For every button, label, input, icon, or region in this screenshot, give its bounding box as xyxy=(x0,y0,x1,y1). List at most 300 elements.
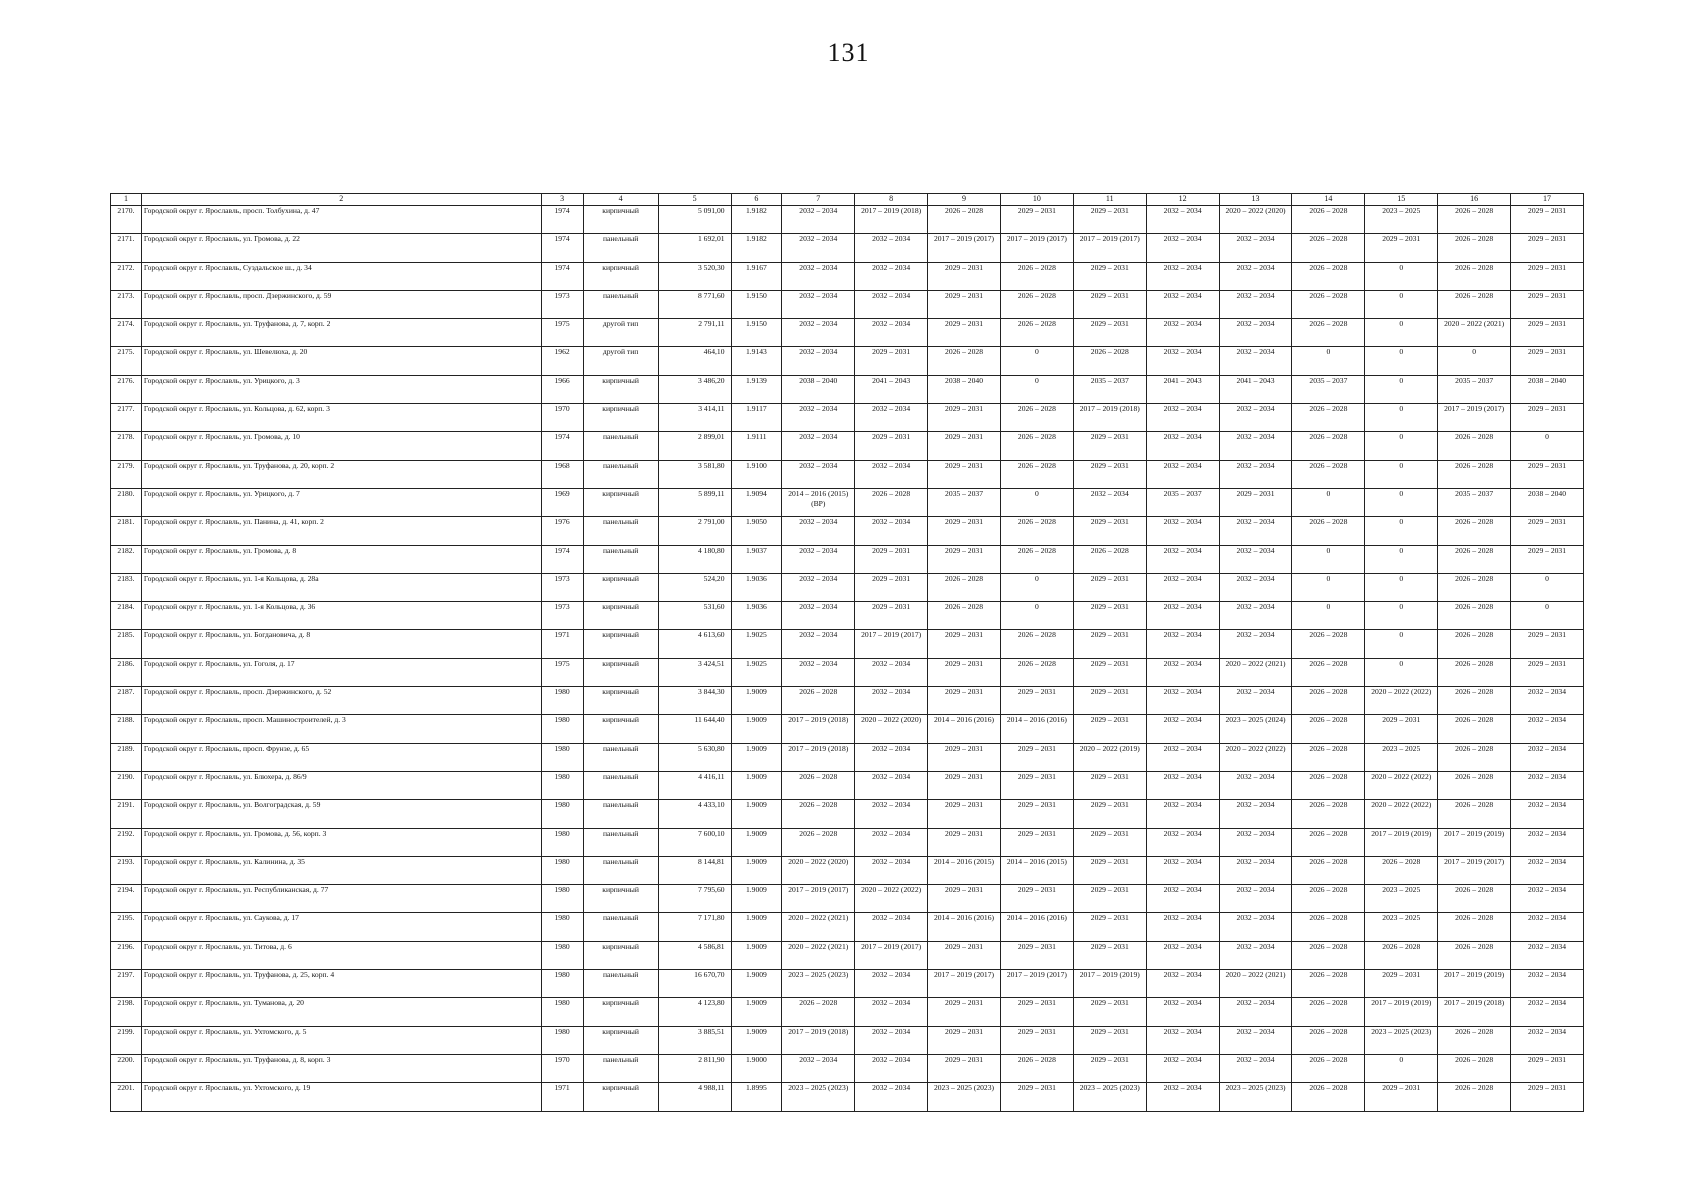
cell-col-10: 0 xyxy=(1000,602,1073,630)
cell-col-15: 2023 – 2025 xyxy=(1365,206,1438,234)
table-row xyxy=(111,347,1584,375)
cell-col-13: 2032 – 2034 xyxy=(1219,234,1292,262)
cell-col-11: 2029 – 2031 xyxy=(1073,460,1146,488)
cell-col-16: 2026 – 2028 xyxy=(1438,1083,1511,1111)
column-number-row xyxy=(111,194,1584,206)
cell-col-11: 2029 – 2031 xyxy=(1073,262,1146,290)
cell-col-5: 3 520,30 xyxy=(658,262,731,290)
cell-col-14: 2026 – 2028 xyxy=(1292,856,1365,884)
column-header-13: 13 xyxy=(1219,194,1292,206)
cell-col-13: 2029 – 2031 xyxy=(1219,488,1292,516)
cell-col-10: 2029 – 2031 xyxy=(1000,800,1073,828)
cell-col-12: 2032 – 2034 xyxy=(1146,517,1219,545)
table-row xyxy=(111,319,1584,347)
cell-col-7: 2032 – 2034 xyxy=(782,602,855,630)
cell-col-12: 2032 – 2034 xyxy=(1146,1054,1219,1082)
cell-col-8: 2032 – 2034 xyxy=(855,319,928,347)
cell-col-7: 2032 – 2034 xyxy=(782,262,855,290)
cell-col-3: 1974 xyxy=(541,262,583,290)
cell-col-16: 2026 – 2028 xyxy=(1438,573,1511,601)
cell-col-5: 5 899,11 xyxy=(658,488,731,516)
cell-col-10: 0 xyxy=(1000,573,1073,601)
cell-col-1: 2173. xyxy=(111,290,142,318)
table-row xyxy=(111,1083,1584,1111)
cell-col-2: Городской округ г. Ярославль, ул. Громова, д. 22 xyxy=(141,234,541,262)
cell-col-13: 2032 – 2034 xyxy=(1219,545,1292,573)
cell-col-13: 2032 – 2034 xyxy=(1219,262,1292,290)
cell-col-4: панельный xyxy=(583,290,658,318)
cell-col-6: 1.9009 xyxy=(731,970,782,998)
cell-col-2: Городской округ г. Ярославль, ул. Громова, д. 8 xyxy=(141,545,541,573)
cell-col-5: 4 123,80 xyxy=(658,998,731,1026)
cell-col-14: 2026 – 2028 xyxy=(1292,319,1365,347)
cell-col-9: 2029 – 2031 xyxy=(928,262,1001,290)
cell-col-10: 0 xyxy=(1000,347,1073,375)
cell-col-1: 2182. xyxy=(111,545,142,573)
cell-col-1: 2176. xyxy=(111,375,142,403)
table-row xyxy=(111,715,1584,743)
cell-col-9: 2014 – 2016 (2015) xyxy=(928,856,1001,884)
cell-col-15: 2020 – 2022 (2022) xyxy=(1365,771,1438,799)
table-row xyxy=(111,517,1584,545)
cell-col-5: 531,60 xyxy=(658,602,731,630)
cell-col-3: 1980 xyxy=(541,885,583,913)
cell-col-17: 0 xyxy=(1511,573,1584,601)
cell-col-16: 2017 – 2019 (2018) xyxy=(1438,998,1511,1026)
cell-col-6: 1.9025 xyxy=(731,658,782,686)
cell-col-8: 2032 – 2034 xyxy=(855,800,928,828)
cell-col-2: Городской округ г. Ярославль, ул. Громова, д. 10 xyxy=(141,432,541,460)
cell-col-13: 2032 – 2034 xyxy=(1219,347,1292,375)
cell-col-16: 2035 – 2037 xyxy=(1438,488,1511,516)
table-row xyxy=(111,828,1584,856)
cell-col-13: 2032 – 2034 xyxy=(1219,630,1292,658)
cell-col-12: 2032 – 2034 xyxy=(1146,771,1219,799)
cell-col-6: 1.9009 xyxy=(731,998,782,1026)
cell-col-6: 1.9150 xyxy=(731,319,782,347)
cell-col-13: 2023 – 2025 (2023) xyxy=(1219,1083,1292,1111)
cell-col-16: 2026 – 2028 xyxy=(1438,941,1511,969)
cell-col-17: 2029 – 2031 xyxy=(1511,290,1584,318)
cell-col-17: 2038 – 2040 xyxy=(1511,375,1584,403)
cell-col-17: 2032 – 2034 xyxy=(1511,856,1584,884)
cell-col-15: 0 xyxy=(1365,602,1438,630)
cell-col-5: 7 795,60 xyxy=(658,885,731,913)
column-header-4: 4 xyxy=(583,194,658,206)
cell-col-15: 0 xyxy=(1365,488,1438,516)
cell-col-13: 2032 – 2034 xyxy=(1219,432,1292,460)
cell-col-7: 2026 – 2028 xyxy=(782,998,855,1026)
cell-col-17: 2029 – 2031 xyxy=(1511,460,1584,488)
table-row xyxy=(111,375,1584,403)
cell-col-2: Городской округ г. Ярославль, ул. Панина, д. 41, корп. 2 xyxy=(141,517,541,545)
cell-col-7: 2023 – 2025 (2023) xyxy=(782,970,855,998)
cell-col-14: 0 xyxy=(1292,602,1365,630)
cell-col-14: 0 xyxy=(1292,573,1365,601)
cell-col-15: 0 xyxy=(1365,262,1438,290)
cell-col-7: 2032 – 2034 xyxy=(782,1054,855,1082)
cell-col-3: 1980 xyxy=(541,970,583,998)
cell-col-6: 1.9009 xyxy=(731,1026,782,1054)
cell-col-4: другой тип xyxy=(583,319,658,347)
cell-col-13: 2032 – 2034 xyxy=(1219,460,1292,488)
cell-col-8: 2032 – 2034 xyxy=(855,658,928,686)
cell-col-2: Городской округ г. Ярославль, ул. 1-я Кольцова, д. 36 xyxy=(141,602,541,630)
cell-col-3: 1974 xyxy=(541,206,583,234)
cell-col-13: 2032 – 2034 xyxy=(1219,800,1292,828)
cell-col-1: 2188. xyxy=(111,715,142,743)
cell-col-10: 2026 – 2028 xyxy=(1000,319,1073,347)
cell-col-16: 2026 – 2028 xyxy=(1438,913,1511,941)
cell-col-5: 3 414,11 xyxy=(658,404,731,432)
cell-col-13: 2032 – 2034 xyxy=(1219,602,1292,630)
cell-col-3: 1973 xyxy=(541,290,583,318)
column-header-10: 10 xyxy=(1000,194,1073,206)
cell-col-1: 2187. xyxy=(111,687,142,715)
cell-col-8: 2032 – 2034 xyxy=(855,828,928,856)
cell-col-12: 2032 – 2034 xyxy=(1146,998,1219,1026)
cell-col-3: 1968 xyxy=(541,460,583,488)
cell-col-12: 2032 – 2034 xyxy=(1146,602,1219,630)
table-row xyxy=(111,743,1584,771)
cell-col-5: 4 416,11 xyxy=(658,771,731,799)
cell-col-9: 2017 – 2019 (2017) xyxy=(928,970,1001,998)
cell-col-11: 2029 – 2031 xyxy=(1073,828,1146,856)
cell-col-13: 2032 – 2034 xyxy=(1219,290,1292,318)
column-header-9: 9 xyxy=(928,194,1001,206)
cell-col-8: 2032 – 2034 xyxy=(855,856,928,884)
table-row xyxy=(111,290,1584,318)
cell-col-13: 2032 – 2034 xyxy=(1219,913,1292,941)
cell-col-16: 2017 – 2019 (2019) xyxy=(1438,828,1511,856)
cell-col-3: 1974 xyxy=(541,234,583,262)
cell-col-17: 2029 – 2031 xyxy=(1511,1054,1584,1082)
cell-col-7: 2032 – 2034 xyxy=(782,630,855,658)
cell-col-7: 2026 – 2028 xyxy=(782,771,855,799)
cell-col-9: 2014 – 2016 (2016) xyxy=(928,913,1001,941)
column-header-8: 8 xyxy=(855,194,928,206)
cell-col-17: 2029 – 2031 xyxy=(1511,630,1584,658)
cell-col-15: 0 xyxy=(1365,432,1438,460)
cell-col-2: Городской округ г. Ярославль, просп. Дзержинского, д. 52 xyxy=(141,687,541,715)
cell-col-5: 4 586,81 xyxy=(658,941,731,969)
cell-col-2: Городской округ г. Ярославль, ул. Саукова, д. 17 xyxy=(141,913,541,941)
cell-col-11: 2029 – 2031 xyxy=(1073,517,1146,545)
cell-col-7: 2032 – 2034 xyxy=(782,234,855,262)
cell-col-3: 1971 xyxy=(541,1083,583,1111)
cell-col-13: 2020 – 2022 (2022) xyxy=(1219,743,1292,771)
cell-col-16: 2017 – 2019 (2017) xyxy=(1438,856,1511,884)
table-row xyxy=(111,998,1584,1026)
cell-col-12: 2032 – 2034 xyxy=(1146,687,1219,715)
cell-col-10: 2014 – 2016 (2015) xyxy=(1000,856,1073,884)
cell-col-15: 2020 – 2022 (2022) xyxy=(1365,800,1438,828)
cell-col-12: 2032 – 2034 xyxy=(1146,262,1219,290)
cell-col-12: 2032 – 2034 xyxy=(1146,460,1219,488)
cell-col-17: 2032 – 2034 xyxy=(1511,828,1584,856)
cell-col-1: 2181. xyxy=(111,517,142,545)
cell-col-13: 2041 – 2043 xyxy=(1219,375,1292,403)
cell-col-5: 4 180,80 xyxy=(658,545,731,573)
cell-col-3: 1969 xyxy=(541,488,583,516)
cell-col-1: 2194. xyxy=(111,885,142,913)
cell-col-5: 3 486,20 xyxy=(658,375,731,403)
cell-col-6: 1.9009 xyxy=(731,743,782,771)
cell-col-10: 2029 – 2031 xyxy=(1000,998,1073,1026)
table-row xyxy=(111,602,1584,630)
cell-col-10: 2029 – 2031 xyxy=(1000,828,1073,856)
table-row xyxy=(111,573,1584,601)
cell-col-5: 5 091,00 xyxy=(658,206,731,234)
cell-col-1: 2180. xyxy=(111,488,142,516)
cell-col-2: Городской округ г. Ярославль, ул. Громова, д. 56, корп. 3 xyxy=(141,828,541,856)
cell-col-1: 2201. xyxy=(111,1083,142,1111)
table-row xyxy=(111,460,1584,488)
cell-col-5: 524,20 xyxy=(658,573,731,601)
cell-col-11: 2029 – 2031 xyxy=(1073,573,1146,601)
cell-col-15: 0 xyxy=(1365,319,1438,347)
cell-col-13: 2032 – 2034 xyxy=(1219,1026,1292,1054)
cell-col-10: 2029 – 2031 xyxy=(1000,743,1073,771)
cell-col-14: 2026 – 2028 xyxy=(1292,1083,1365,1111)
cell-col-16: 2026 – 2028 xyxy=(1438,460,1511,488)
cell-col-14: 0 xyxy=(1292,488,1365,516)
cell-col-4: панельный xyxy=(583,913,658,941)
cell-col-4: панельный xyxy=(583,771,658,799)
cell-col-8: 2032 – 2034 xyxy=(855,998,928,1026)
cell-col-9: 2029 – 2031 xyxy=(928,771,1001,799)
cell-col-12: 2041 – 2043 xyxy=(1146,375,1219,403)
cell-col-8: 2032 – 2034 xyxy=(855,970,928,998)
cell-col-4: кирпичный xyxy=(583,262,658,290)
cell-col-15: 0 xyxy=(1365,658,1438,686)
cell-col-5: 16 670,70 xyxy=(658,970,731,998)
cell-col-2: Городской округ г. Ярославль, ул. Труфанова, д. 8, корп. 3 xyxy=(141,1054,541,1082)
cell-col-14: 2026 – 2028 xyxy=(1292,885,1365,913)
table-row xyxy=(111,1054,1584,1082)
cell-col-4: кирпичный xyxy=(583,1026,658,1054)
cell-col-8: 2032 – 2034 xyxy=(855,743,928,771)
cell-col-4: кирпичный xyxy=(583,206,658,234)
cell-col-15: 2029 – 2031 xyxy=(1365,970,1438,998)
cell-col-7: 2032 – 2034 xyxy=(782,347,855,375)
cell-col-1: 2172. xyxy=(111,262,142,290)
cell-col-14: 0 xyxy=(1292,545,1365,573)
cell-col-4: кирпичный xyxy=(583,1083,658,1111)
cell-col-6: 1.9139 xyxy=(731,375,782,403)
cell-col-8: 2029 – 2031 xyxy=(855,545,928,573)
cell-col-17: 2029 – 2031 xyxy=(1511,1083,1584,1111)
cell-col-10: 2026 – 2028 xyxy=(1000,658,1073,686)
cell-col-2: Городской округ г. Ярославль, ул. Труфанова, д. 20, корп. 2 xyxy=(141,460,541,488)
cell-col-15: 0 xyxy=(1365,1054,1438,1082)
cell-col-15: 0 xyxy=(1365,404,1438,432)
cell-col-2: Городской округ г. Ярославль, ул. Гоголя, д. 17 xyxy=(141,658,541,686)
cell-col-16: 2017 – 2019 (2019) xyxy=(1438,970,1511,998)
cell-col-10: 0 xyxy=(1000,488,1073,516)
cell-col-6: 1.9009 xyxy=(731,800,782,828)
cell-col-15: 2020 – 2022 (2022) xyxy=(1365,687,1438,715)
cell-col-7: 2026 – 2028 xyxy=(782,800,855,828)
cell-col-7: 2017 – 2019 (2018) xyxy=(782,743,855,771)
cell-col-2: Городской округ г. Ярославль, ул. Республиканская, д. 77 xyxy=(141,885,541,913)
cell-col-17: 2032 – 2034 xyxy=(1511,715,1584,743)
cell-col-8: 2029 – 2031 xyxy=(855,347,928,375)
cell-col-13: 2032 – 2034 xyxy=(1219,856,1292,884)
cell-col-3: 1966 xyxy=(541,375,583,403)
cell-col-8: 2029 – 2031 xyxy=(855,573,928,601)
cell-col-16: 2026 – 2028 xyxy=(1438,658,1511,686)
cell-col-13: 2023 – 2025 (2024) xyxy=(1219,715,1292,743)
cell-col-11: 2029 – 2031 xyxy=(1073,687,1146,715)
cell-col-4: панельный xyxy=(583,856,658,884)
cell-col-9: 2029 – 2031 xyxy=(928,828,1001,856)
cell-col-5: 8 771,60 xyxy=(658,290,731,318)
cell-col-17: 2032 – 2034 xyxy=(1511,941,1584,969)
cell-col-3: 1970 xyxy=(541,1054,583,1082)
cell-col-9: 2029 – 2031 xyxy=(928,1054,1001,1082)
table-row xyxy=(111,658,1584,686)
cell-col-6: 1.9150 xyxy=(731,290,782,318)
table-row xyxy=(111,206,1584,234)
cell-col-15: 0 xyxy=(1365,290,1438,318)
cell-col-10: 2029 – 2031 xyxy=(1000,687,1073,715)
cell-col-3: 1976 xyxy=(541,517,583,545)
cell-col-16: 2026 – 2028 xyxy=(1438,715,1511,743)
cell-col-8: 2032 – 2034 xyxy=(855,687,928,715)
cell-col-4: панельный xyxy=(583,743,658,771)
cell-col-8: 2020 – 2022 (2022) xyxy=(855,885,928,913)
cell-col-15: 0 xyxy=(1365,375,1438,403)
cell-col-9: 2017 – 2019 (2017) xyxy=(928,234,1001,262)
cell-col-5: 11 644,40 xyxy=(658,715,731,743)
cell-col-13: 2032 – 2034 xyxy=(1219,517,1292,545)
cell-col-11: 2023 – 2025 (2023) xyxy=(1073,1083,1146,1111)
cell-col-14: 2026 – 2028 xyxy=(1292,828,1365,856)
cell-col-7: 2023 – 2025 (2023) xyxy=(782,1083,855,1111)
cell-col-4: кирпичный xyxy=(583,885,658,913)
cell-col-11: 2020 – 2022 (2019) xyxy=(1073,743,1146,771)
cell-col-11: 2029 – 2031 xyxy=(1073,1026,1146,1054)
cell-col-2: Городской округ г. Ярославль, просп. Дзержинского, д. 59 xyxy=(141,290,541,318)
cell-col-8: 2032 – 2034 xyxy=(855,771,928,799)
cell-col-8: 2032 – 2034 xyxy=(855,1083,928,1111)
cell-col-1: 2199. xyxy=(111,1026,142,1054)
cell-col-14: 0 xyxy=(1292,347,1365,375)
cell-col-14: 2026 – 2028 xyxy=(1292,913,1365,941)
cell-col-1: 2200. xyxy=(111,1054,142,1082)
cell-col-8: 2032 – 2034 xyxy=(855,517,928,545)
cell-col-3: 1973 xyxy=(541,602,583,630)
cell-col-1: 2171. xyxy=(111,234,142,262)
cell-col-12: 2032 – 2034 xyxy=(1146,941,1219,969)
cell-col-17: 2029 – 2031 xyxy=(1511,404,1584,432)
cell-col-11: 2029 – 2031 xyxy=(1073,715,1146,743)
cell-col-12: 2032 – 2034 xyxy=(1146,970,1219,998)
cell-col-7: 2020 – 2022 (2021) xyxy=(782,941,855,969)
cell-col-7: 2038 – 2040 xyxy=(782,375,855,403)
cell-col-7: 2032 – 2034 xyxy=(782,573,855,601)
cell-col-9: 2026 – 2028 xyxy=(928,206,1001,234)
cell-col-11: 2029 – 2031 xyxy=(1073,885,1146,913)
cell-col-13: 2032 – 2034 xyxy=(1219,998,1292,1026)
cell-col-2: Городской округ г. Ярославль, ул. Урицкого, д. 7 xyxy=(141,488,541,516)
column-header-15: 15 xyxy=(1365,194,1438,206)
cell-col-15: 0 xyxy=(1365,545,1438,573)
cell-col-10: 2017 – 2019 (2017) xyxy=(1000,234,1073,262)
cell-col-16: 2026 – 2028 xyxy=(1438,771,1511,799)
cell-col-16: 2026 – 2028 xyxy=(1438,1026,1511,1054)
cell-col-1: 2197. xyxy=(111,970,142,998)
cell-col-9: 2023 – 2025 (2023) xyxy=(928,1083,1001,1111)
cell-col-2: Городской округ г. Ярославль, ул. Труфанова, д. 7, корп. 2 xyxy=(141,319,541,347)
cell-col-1: 2175. xyxy=(111,347,142,375)
cell-col-6: 1.9050 xyxy=(731,517,782,545)
cell-col-11: 2035 – 2037 xyxy=(1073,375,1146,403)
cell-col-14: 2026 – 2028 xyxy=(1292,715,1365,743)
cell-col-14: 2026 – 2028 xyxy=(1292,206,1365,234)
cell-col-16: 0 xyxy=(1438,347,1511,375)
cell-col-5: 7 600,10 xyxy=(658,828,731,856)
column-header-16: 16 xyxy=(1438,194,1511,206)
cell-col-15: 2029 – 2031 xyxy=(1365,1083,1438,1111)
table-row xyxy=(111,630,1584,658)
cell-col-7: 2017 – 2019 (2017) xyxy=(782,885,855,913)
cell-col-11: 2029 – 2031 xyxy=(1073,319,1146,347)
cell-col-5: 4 433,10 xyxy=(658,800,731,828)
table-row xyxy=(111,913,1584,941)
cell-col-17: 2029 – 2031 xyxy=(1511,234,1584,262)
column-header-17: 17 xyxy=(1511,194,1584,206)
cell-col-15: 0 xyxy=(1365,630,1438,658)
cell-col-9: 2029 – 2031 xyxy=(928,998,1001,1026)
cell-col-6: 1.9037 xyxy=(731,545,782,573)
column-header-3: 3 xyxy=(541,194,583,206)
cell-col-15: 2023 – 2025 xyxy=(1365,743,1438,771)
cell-col-6: 1.8995 xyxy=(731,1083,782,1111)
cell-col-14: 2026 – 2028 xyxy=(1292,234,1365,262)
cell-col-9: 2014 – 2016 (2016) xyxy=(928,715,1001,743)
cell-col-4: кирпичный xyxy=(583,630,658,658)
cell-col-10: 2026 – 2028 xyxy=(1000,432,1073,460)
cell-col-4: кирпичный xyxy=(583,602,658,630)
column-header-7: 7 xyxy=(782,194,855,206)
cell-col-7: 2017 – 2019 (2018) xyxy=(782,715,855,743)
cell-col-6: 1.9094 xyxy=(731,488,782,516)
cell-col-15: 2029 – 2031 xyxy=(1365,715,1438,743)
cell-col-6: 1.9009 xyxy=(731,941,782,969)
cell-col-15: 2029 – 2031 xyxy=(1365,234,1438,262)
cell-col-12: 2032 – 2034 xyxy=(1146,404,1219,432)
cell-col-4: панельный xyxy=(583,1054,658,1082)
cell-col-14: 2026 – 2028 xyxy=(1292,432,1365,460)
cell-col-4: панельный xyxy=(583,800,658,828)
cell-col-3: 1980 xyxy=(541,998,583,1026)
cell-col-17: 2032 – 2034 xyxy=(1511,687,1584,715)
cell-col-4: панельный xyxy=(583,970,658,998)
cell-col-5: 8 144,81 xyxy=(658,856,731,884)
cell-col-17: 2038 – 2040 xyxy=(1511,488,1584,516)
cell-col-6: 1.9143 xyxy=(731,347,782,375)
cell-col-2: Городской округ г. Ярославль, ул. Ухтомского, д. 5 xyxy=(141,1026,541,1054)
cell-col-5: 5 630,80 xyxy=(658,743,731,771)
cell-col-17: 2032 – 2034 xyxy=(1511,1026,1584,1054)
cell-col-1: 2192. xyxy=(111,828,142,856)
cell-col-14: 2026 – 2028 xyxy=(1292,517,1365,545)
cell-col-16: 2026 – 2028 xyxy=(1438,687,1511,715)
cell-col-3: 1980 xyxy=(541,800,583,828)
cell-col-15: 2026 – 2028 xyxy=(1365,941,1438,969)
